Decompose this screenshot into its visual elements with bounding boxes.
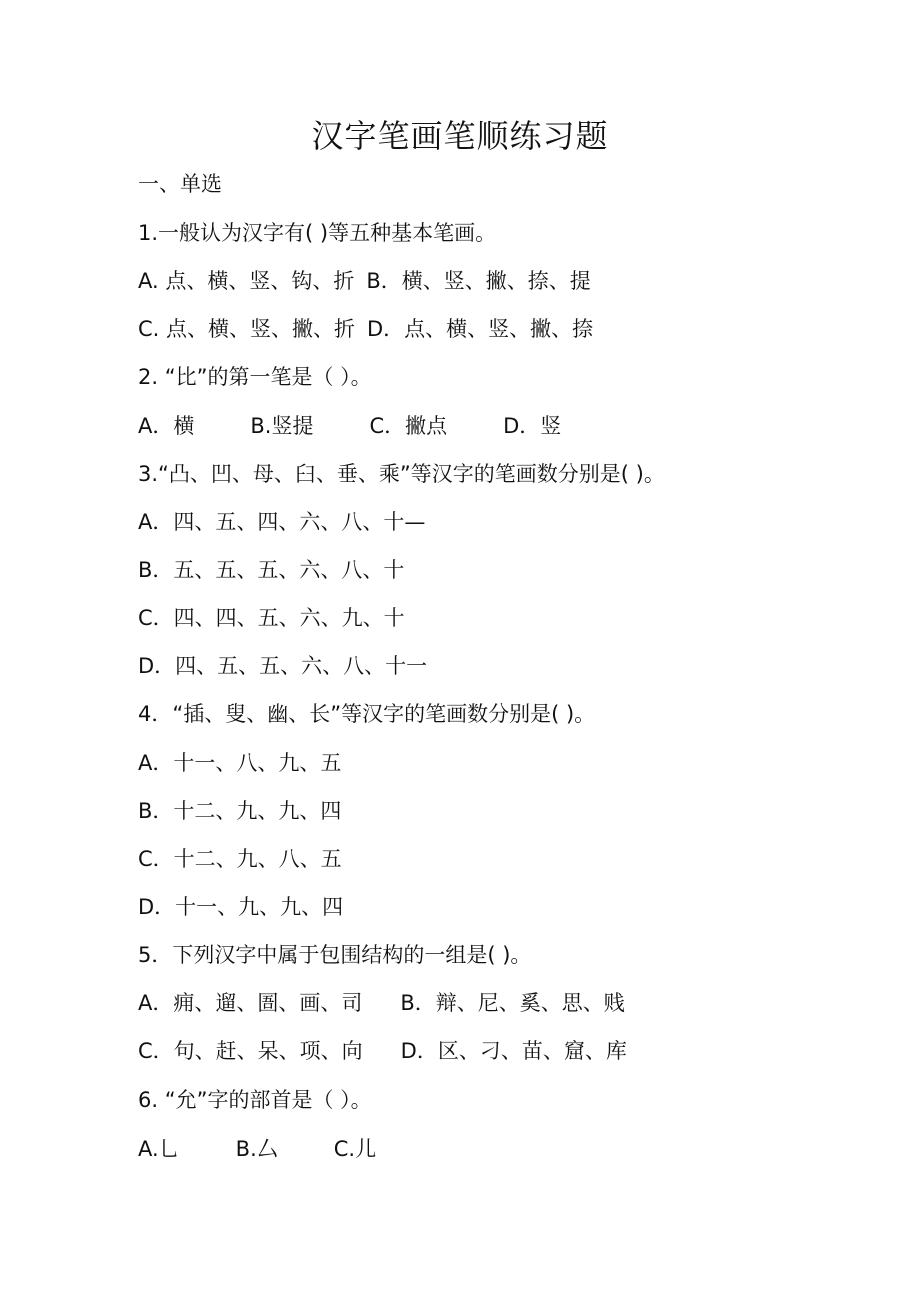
question-2-option-a: A．横 [138, 414, 195, 438]
question-6-stem: 6. “允”字的部首是（ ）。 [138, 1088, 372, 1112]
question-3-option-b: B．五、五、五、六、八、十 [138, 558, 405, 582]
question-2-option-b: B.竖提 [250, 414, 314, 438]
question-6-option-c: C.儿 [333, 1137, 377, 1161]
question-5-option-c: C．句、赶、呆、项、向 [138, 1039, 363, 1063]
question-3-option-d: D．四、五、五、六、八、十一 [138, 654, 428, 678]
question-1-option-c: C. 点、横、竖、撇、折 [138, 317, 356, 341]
question-3-stem: 3.“凸、凹、母、臼、垂、乘”等汉字的笔画数分别是( )。 [138, 462, 665, 486]
question-6-option-b: B.厶 [235, 1137, 278, 1161]
section-heading: 一、单选 [138, 172, 222, 196]
question-1-options-row-2 [138, 313, 593, 345]
question-5-stem: 5．下列汉字中属于包围结构的一组是( )。 [138, 943, 532, 967]
question-1-option-b: B．横、竖、撇、捺、提 [366, 269, 591, 293]
document-title: 汉字笔画笔顺练习题 [311, 117, 609, 155]
question-5-option-b: B．辩、尼、奚、思、贱 [400, 991, 625, 1015]
question-2-option-d: D．竖 [503, 414, 562, 438]
question-2-stem: 2. “比”的第一笔是（ ）。 [138, 365, 372, 389]
question-6-options [138, 1133, 376, 1165]
question-4-option-b: B．十二、九、九、四 [138, 799, 342, 823]
question-2-options [138, 410, 561, 442]
question-5-options-row-1 [138, 987, 625, 1019]
question-5-option-a: A．痈、遛、圄、画、司 [138, 991, 363, 1015]
question-1-option-d: D．点、横、竖、撇、捺 [367, 317, 594, 341]
question-2-option-c: C．撇点 [369, 414, 448, 438]
question-4-option-a: A．十一、八、九、五 [138, 751, 342, 775]
question-1-option-a: A. 点、横、竖、钩、折 [138, 269, 355, 293]
question-4-option-d: D．十一、九、九、四 [138, 895, 344, 919]
question-3-option-a: A．四、五、四、六、八、十— [138, 510, 426, 534]
question-5-options-row-2 [138, 1035, 627, 1067]
question-1-stem: 1.一般认为汉字有( )等五种基本笔画。 [138, 221, 497, 245]
question-1-options-row-1 [138, 265, 591, 297]
question-6-option-a: A.乚 [138, 1137, 180, 1161]
question-4-stem: 4．“插、叟、幽、长”等汉字的笔画数分别是( )。 [138, 702, 596, 726]
question-3-option-c: C．四、四、五、六、九、十 [138, 606, 405, 630]
question-4-option-c: C．十二、九、八、五 [138, 847, 342, 871]
question-5-option-d: D．区、刁、苗、窟、库 [400, 1039, 627, 1063]
